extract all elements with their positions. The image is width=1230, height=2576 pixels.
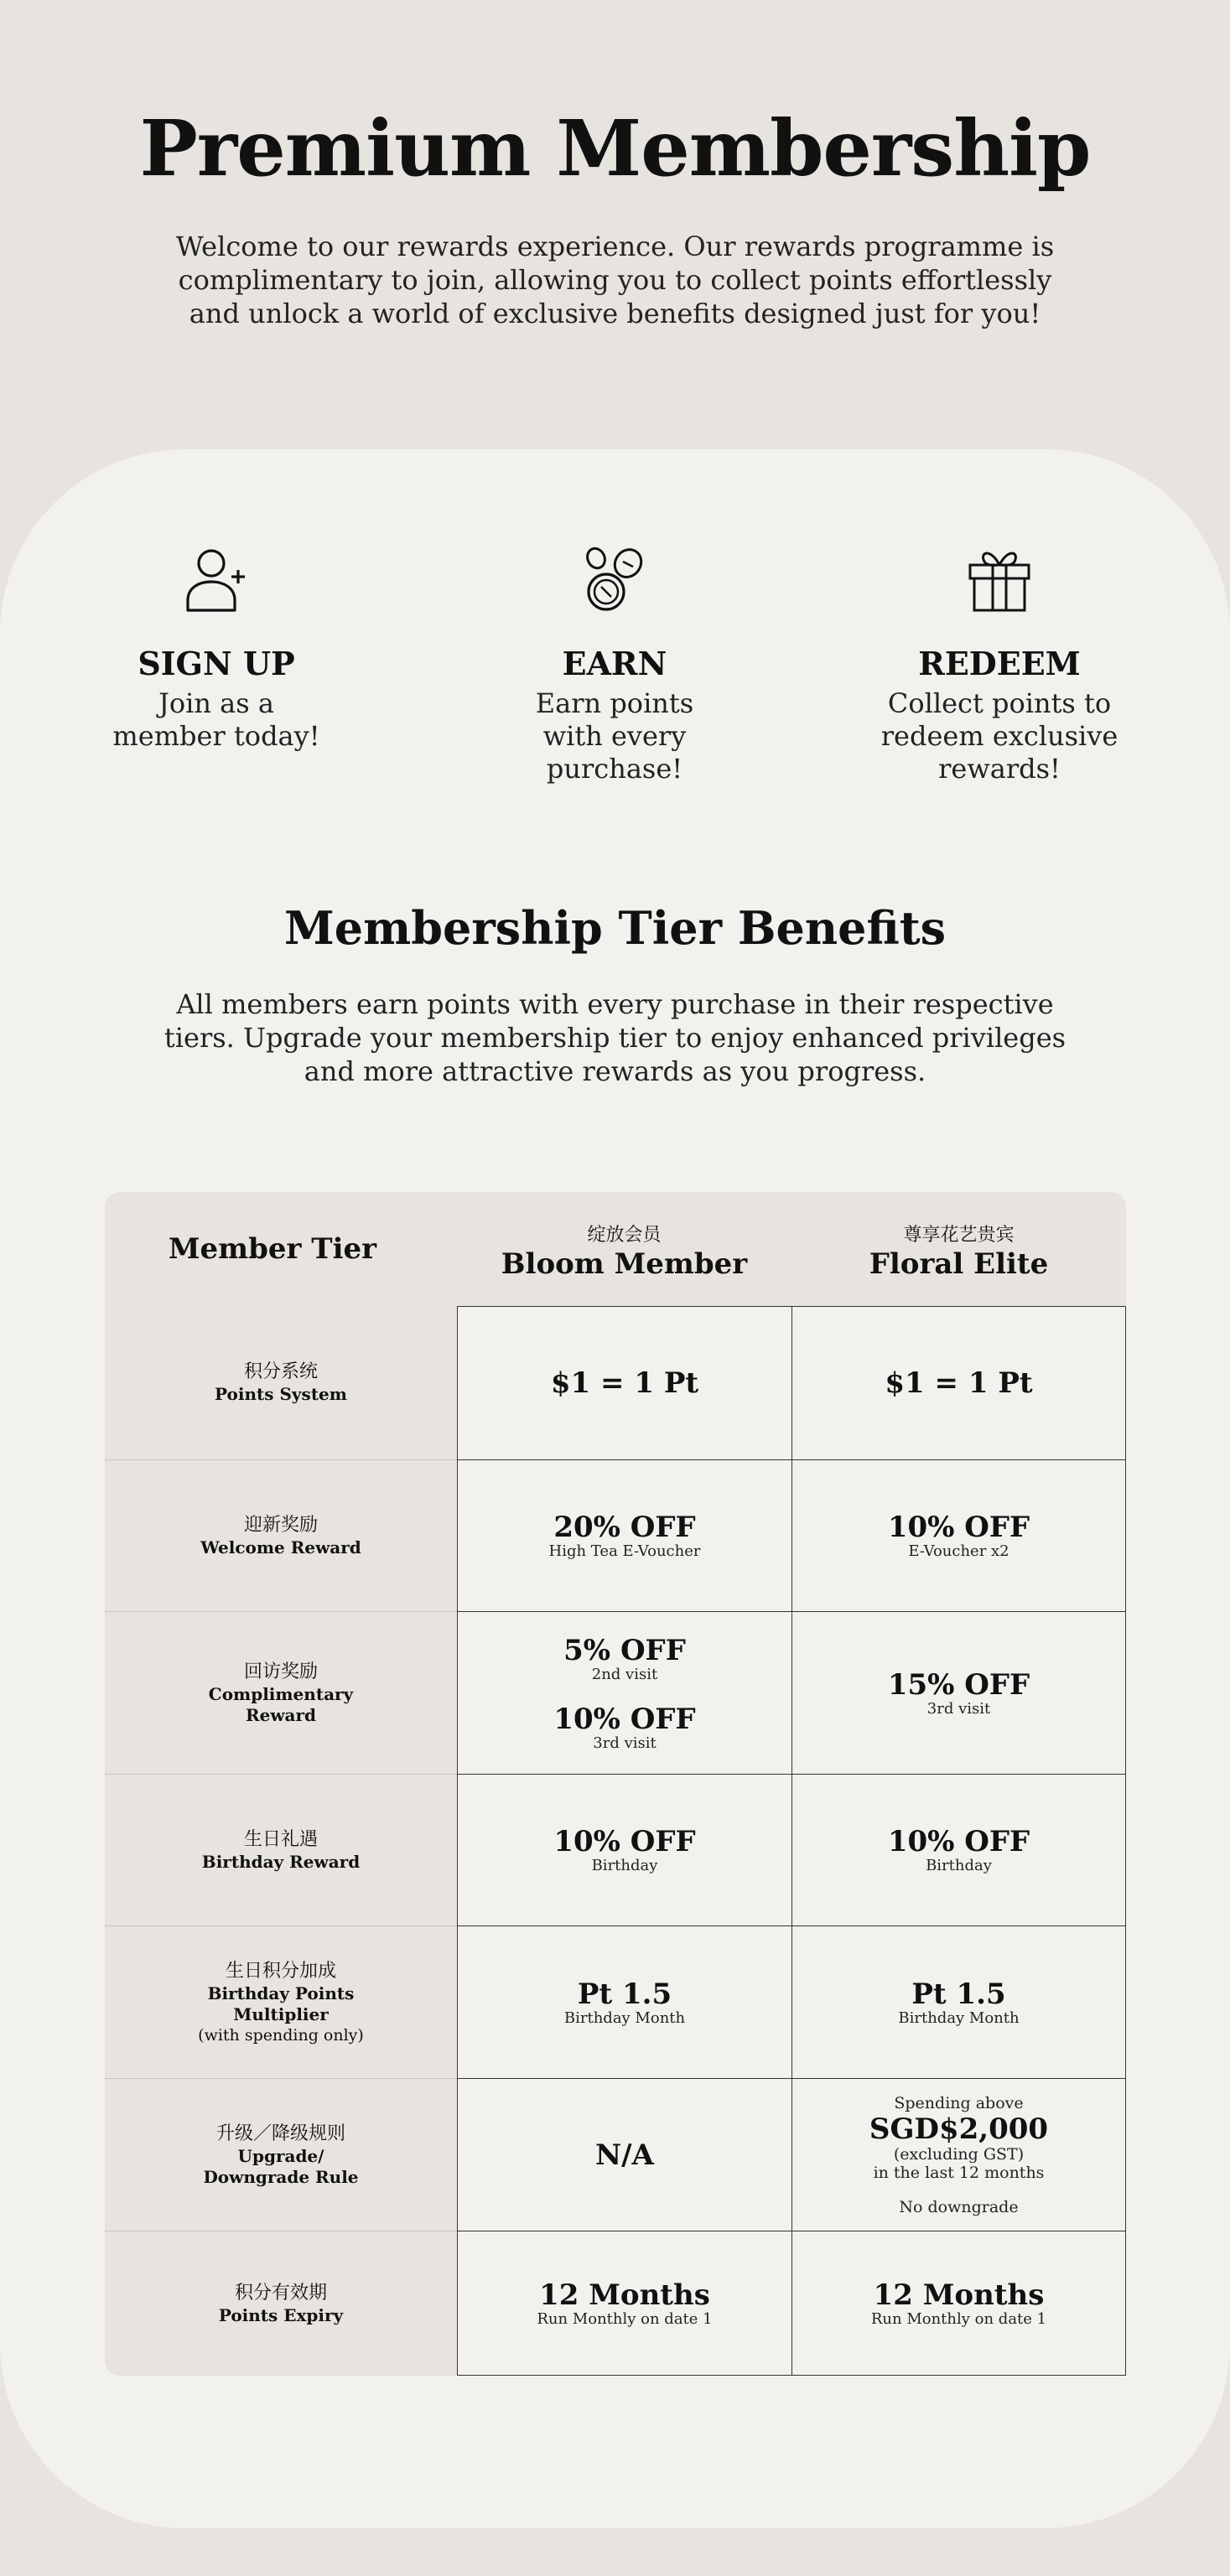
row-label: 积分有效期 Points Expiry bbox=[218, 2282, 344, 2325]
bloom-value: 12 Months Run Monthly on date 1 bbox=[457, 2231, 791, 2376]
row-label: 生日礼遇 Birthday Reward bbox=[105, 1775, 457, 1926]
table-row bbox=[105, 1460, 1126, 1612]
step-title: EARN bbox=[562, 645, 667, 682]
user-plus-icon bbox=[184, 545, 248, 614]
step-desc: Earn points with every purchase! bbox=[535, 687, 694, 785]
row-label: 积分系统 Points System bbox=[105, 1306, 457, 1460]
hero-intro: Welcome to our rewards experience. Our rewards programme is complimentary to join, allowing you to collect points effortlessly and unlock a world of exclusive benefits designed just for you! bbox=[175, 231, 1055, 329]
row-label: 升级／降级规则 Upgrade/ Downgrade Rule bbox=[105, 2079, 457, 2231]
header-bloom-member: 绽放会员 Bloom Member bbox=[501, 1225, 748, 1281]
elite-value: Pt 1.5 Birthday Month bbox=[791, 1926, 1126, 2079]
benefits-title: Membership Tier Benefits bbox=[283, 901, 947, 955]
row-label: 回访奖励 Complimentary Reward bbox=[105, 1612, 457, 1775]
table-row bbox=[105, 1775, 1126, 1926]
elite-value: Spending above SGD$2,000 (excluding GST) in the last 12 months No downgrade bbox=[791, 2079, 1126, 2231]
elite-value: 10% OFF E-Voucher x2 bbox=[791, 1460, 1126, 1612]
bloom-value: Pt 1.5 Birthday Month bbox=[457, 1926, 791, 2079]
bloom-value: 20% OFF High Tea E-Voucher bbox=[457, 1460, 791, 1612]
bloom-value: N/A bbox=[457, 2079, 791, 2231]
step-sign-up bbox=[74, 545, 359, 753]
header-member-tier: Member Tier bbox=[168, 1232, 377, 1266]
elite-value: 10% OFF Birthday bbox=[791, 1775, 1126, 1926]
step-desc: Join as a member today! bbox=[112, 687, 320, 752]
step-title: SIGN UP bbox=[138, 645, 295, 682]
elite-value: $1 = 1 Pt bbox=[791, 1306, 1126, 1460]
row-label: 生日积分加成 Birthday Points Multiplier (with spending only) bbox=[105, 1926, 457, 2079]
page-title: Premium Membership bbox=[139, 103, 1091, 194]
elite-value: 15% OFF 3rd visit bbox=[791, 1612, 1126, 1775]
table-row bbox=[105, 2231, 1126, 2376]
tier-benefits-table bbox=[105, 1192, 1126, 2376]
coins-icon bbox=[581, 545, 648, 614]
step-earn bbox=[472, 545, 757, 785]
table-row bbox=[105, 1926, 1126, 2079]
table-row bbox=[105, 1612, 1126, 1775]
step-desc: Collect points to redeem exclusive rewards! bbox=[880, 687, 1118, 785]
benefits-intro: All members earn points with every purchase in their respective tiers. Upgrade your membership tier to enjoy enhanced privileges and more attractive rewards as you progress. bbox=[163, 988, 1067, 1087]
step-title: REDEEM bbox=[918, 645, 1081, 682]
bloom-value: 5% OFF 2nd visit 10% OFF 3rd visit bbox=[457, 1612, 791, 1775]
table-row bbox=[105, 2079, 1126, 2231]
step-redeem bbox=[857, 545, 1142, 785]
table-row bbox=[105, 1306, 1126, 1460]
bloom-value: 10% OFF Birthday bbox=[457, 1775, 791, 1926]
elite-value: 12 Months Run Monthly on date 1 bbox=[791, 2231, 1126, 2376]
bloom-value: $1 = 1 Pt bbox=[457, 1306, 791, 1460]
header-floral-elite: 尊享花艺贵宾 Floral Elite bbox=[869, 1225, 1049, 1281]
gift-icon bbox=[966, 545, 1033, 614]
row-label: 迎新奖励 Welcome Reward bbox=[105, 1460, 457, 1612]
